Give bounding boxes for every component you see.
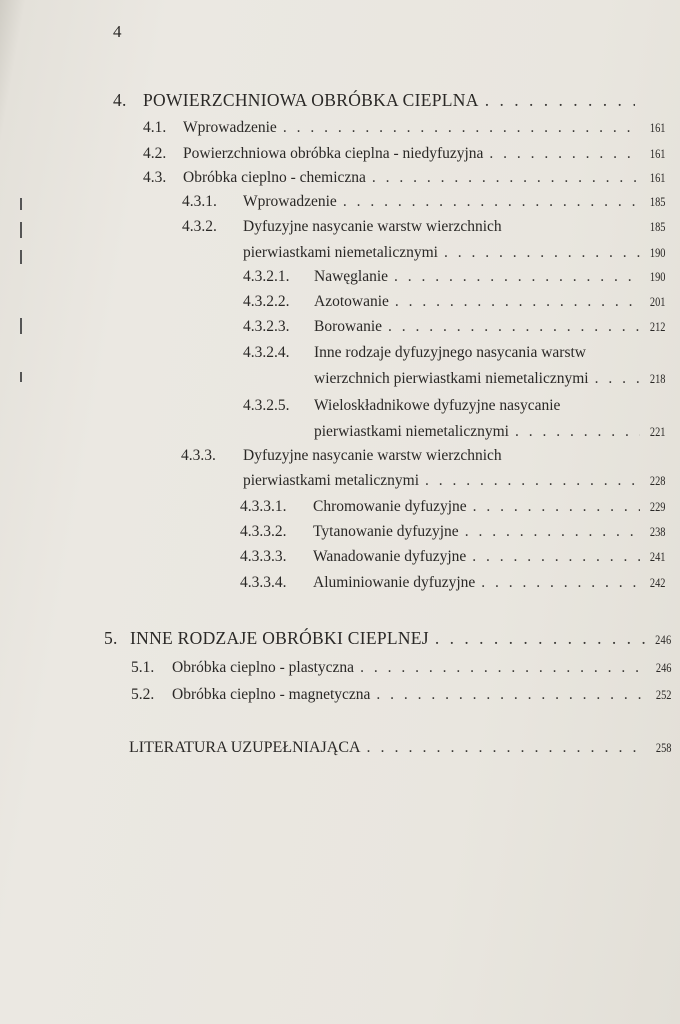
entry-title: POWIERZCHNIOWA OBRÓBKA CIEPLNA bbox=[143, 90, 479, 110]
entry-title: pierwiastkami niemetalicznymi bbox=[314, 423, 509, 440]
entry-title: Wprowadzenie bbox=[183, 119, 277, 136]
leader-dots bbox=[283, 119, 640, 137]
entry-number: 4. bbox=[113, 90, 127, 110]
toc-entry bbox=[131, 659, 671, 677]
entry-title: Borowanie bbox=[314, 318, 383, 335]
leader-dots bbox=[444, 244, 640, 262]
leader-dots bbox=[472, 548, 639, 566]
entry-number: 4.3.3.3. bbox=[240, 548, 287, 565]
entry-page: 161 bbox=[649, 170, 665, 185]
entry-number: 4.3.2.1. bbox=[243, 268, 290, 285]
leader-dots bbox=[394, 268, 639, 286]
toc-entry bbox=[143, 119, 665, 137]
leader-dots bbox=[367, 739, 646, 757]
entry-page: 161 bbox=[649, 146, 665, 161]
toc-entry bbox=[143, 169, 665, 187]
entry-number: 4.3.2.5. bbox=[243, 397, 290, 414]
toc-entry bbox=[240, 498, 665, 516]
margin-mark bbox=[20, 222, 22, 238]
page-number: 4 bbox=[113, 22, 122, 41]
toc-entry-continuation bbox=[243, 472, 665, 490]
leader-dots bbox=[376, 686, 645, 704]
toc-entry bbox=[240, 574, 665, 592]
toc-entry bbox=[243, 268, 665, 286]
entry-title: LITERATURA UZUPEŁNIAJĄCA bbox=[129, 739, 361, 756]
leader-dots bbox=[435, 628, 645, 649]
entry-page: 161 bbox=[649, 120, 665, 135]
entry-title: pierwiastkami niemetalicznymi bbox=[243, 244, 438, 261]
entry-number: 5.1. bbox=[131, 659, 155, 676]
leader-dots bbox=[360, 659, 645, 677]
margin-mark bbox=[20, 372, 22, 382]
entry-page: 185 bbox=[649, 219, 665, 234]
entry-page: 229 bbox=[649, 499, 665, 514]
toc-entry bbox=[243, 344, 665, 362]
entry-number: 4.3.3. bbox=[181, 447, 216, 464]
toc-entry bbox=[243, 293, 665, 311]
entry-title: Nawęglanie bbox=[314, 268, 389, 285]
toc-entry bbox=[131, 686, 671, 704]
entry-number: 4.3.3.2. bbox=[240, 523, 287, 540]
toc-entry bbox=[113, 90, 641, 111]
entry-number: 4.3.2.4. bbox=[243, 344, 290, 361]
entry-title: Inne rodzaje dyfuzyjnego nasycania warstw bbox=[314, 344, 586, 361]
leader-dots bbox=[388, 318, 639, 336]
leader-dots bbox=[473, 498, 640, 516]
entry-page: 201 bbox=[649, 294, 665, 309]
entry-number: 4.3.3.4. bbox=[240, 574, 287, 591]
leader-dots bbox=[343, 193, 640, 211]
toc-entry bbox=[240, 548, 665, 566]
entry-page: 190 bbox=[649, 245, 665, 260]
entry-number: 4.3.2.3. bbox=[243, 318, 290, 335]
entry-page: 190 bbox=[649, 269, 665, 284]
entry-number: 4.3. bbox=[143, 169, 167, 186]
entry-page: 246 bbox=[655, 660, 671, 675]
entry-page: 252 bbox=[655, 687, 671, 702]
entry-title: Azotowanie bbox=[314, 293, 389, 310]
entry-page: 258 bbox=[655, 740, 671, 755]
toc-entry bbox=[182, 218, 665, 236]
entry-number: 4.3.3.1. bbox=[240, 498, 287, 515]
entry-page: 228 bbox=[649, 473, 665, 488]
entry-number: 4.3.2.2. bbox=[243, 293, 290, 310]
leader-dots bbox=[395, 293, 640, 311]
entry-number: 4.2. bbox=[143, 145, 167, 162]
toc-entry-continuation bbox=[314, 370, 665, 388]
entry-title: pierwiastkami metalicznymi bbox=[243, 472, 420, 489]
entry-title: Aluminiowanie dyfuzyjne bbox=[313, 574, 476, 591]
toc-entry bbox=[181, 447, 665, 465]
entry-number: 5.2. bbox=[131, 686, 155, 703]
entry-title: Wanadowanie dyfuzyjne bbox=[313, 548, 467, 565]
margin-mark bbox=[20, 198, 22, 210]
entry-title: wierzchnich pierwiastkami niemetalicznymi bbox=[314, 370, 589, 387]
toc-entry bbox=[182, 193, 665, 211]
entry-number: 4.3.1. bbox=[182, 193, 217, 210]
entry-page: 241 bbox=[649, 549, 665, 564]
entry-title: Obróbka cieplno - magnetyczna bbox=[172, 686, 371, 703]
margin-mark bbox=[20, 318, 22, 334]
entry-page: 212 bbox=[649, 319, 665, 334]
margin-mark bbox=[20, 250, 22, 264]
toc-entry bbox=[240, 523, 665, 541]
entry-title: Tytanowanie dyfuzyjne bbox=[313, 523, 459, 540]
entry-page: 246 bbox=[654, 632, 671, 647]
toc-entry-continuation bbox=[314, 423, 665, 441]
entry-title: Wprowadzenie bbox=[243, 193, 337, 210]
toc-entry bbox=[129, 739, 671, 757]
entry-title: Obróbka cieplno - chemiczna bbox=[183, 169, 366, 186]
entry-number: 5. bbox=[104, 628, 118, 648]
entry-title: Obróbka cieplno - plastyczna bbox=[172, 659, 355, 676]
entry-title: Wieloskładnikowe dyfuzyjne nasycanie bbox=[314, 397, 561, 414]
toc-entry bbox=[243, 397, 665, 415]
leader-dots bbox=[515, 423, 640, 441]
leader-dots bbox=[489, 145, 639, 163]
entry-page: 238 bbox=[649, 524, 665, 539]
entry-number: 4.1. bbox=[143, 119, 167, 136]
entry-page: 218 bbox=[649, 371, 665, 386]
entry-page: 242 bbox=[649, 575, 665, 590]
leader-dots bbox=[595, 370, 640, 388]
leader-dots bbox=[372, 169, 640, 187]
entry-title: Powierzchniowa obróbka cieplna - niedyfuzyjna bbox=[183, 145, 484, 162]
entry-page: 221 bbox=[649, 424, 665, 439]
entry-title: Dyfuzyjne nasycanie warstw wierzchnich bbox=[243, 447, 502, 464]
leader-dots bbox=[465, 523, 640, 541]
entry-title: Dyfuzyjne nasycanie warstw wierzchnich bbox=[243, 218, 502, 235]
toc-entry bbox=[104, 628, 671, 649]
leader-dots bbox=[481, 574, 639, 592]
entry-number: 4.3.2. bbox=[182, 218, 217, 235]
entry-title: Chromowanie dyfuzyjne bbox=[313, 498, 467, 515]
entry-title: INNE RODZAJE OBRÓBKI CIEPLNEJ bbox=[130, 628, 429, 648]
leader-dots bbox=[425, 472, 639, 490]
leader-dots bbox=[485, 90, 635, 111]
toc-entry-continuation bbox=[243, 244, 665, 262]
toc-entry bbox=[243, 318, 665, 336]
entry-page: 185 bbox=[649, 194, 665, 209]
toc-entry bbox=[143, 145, 665, 163]
